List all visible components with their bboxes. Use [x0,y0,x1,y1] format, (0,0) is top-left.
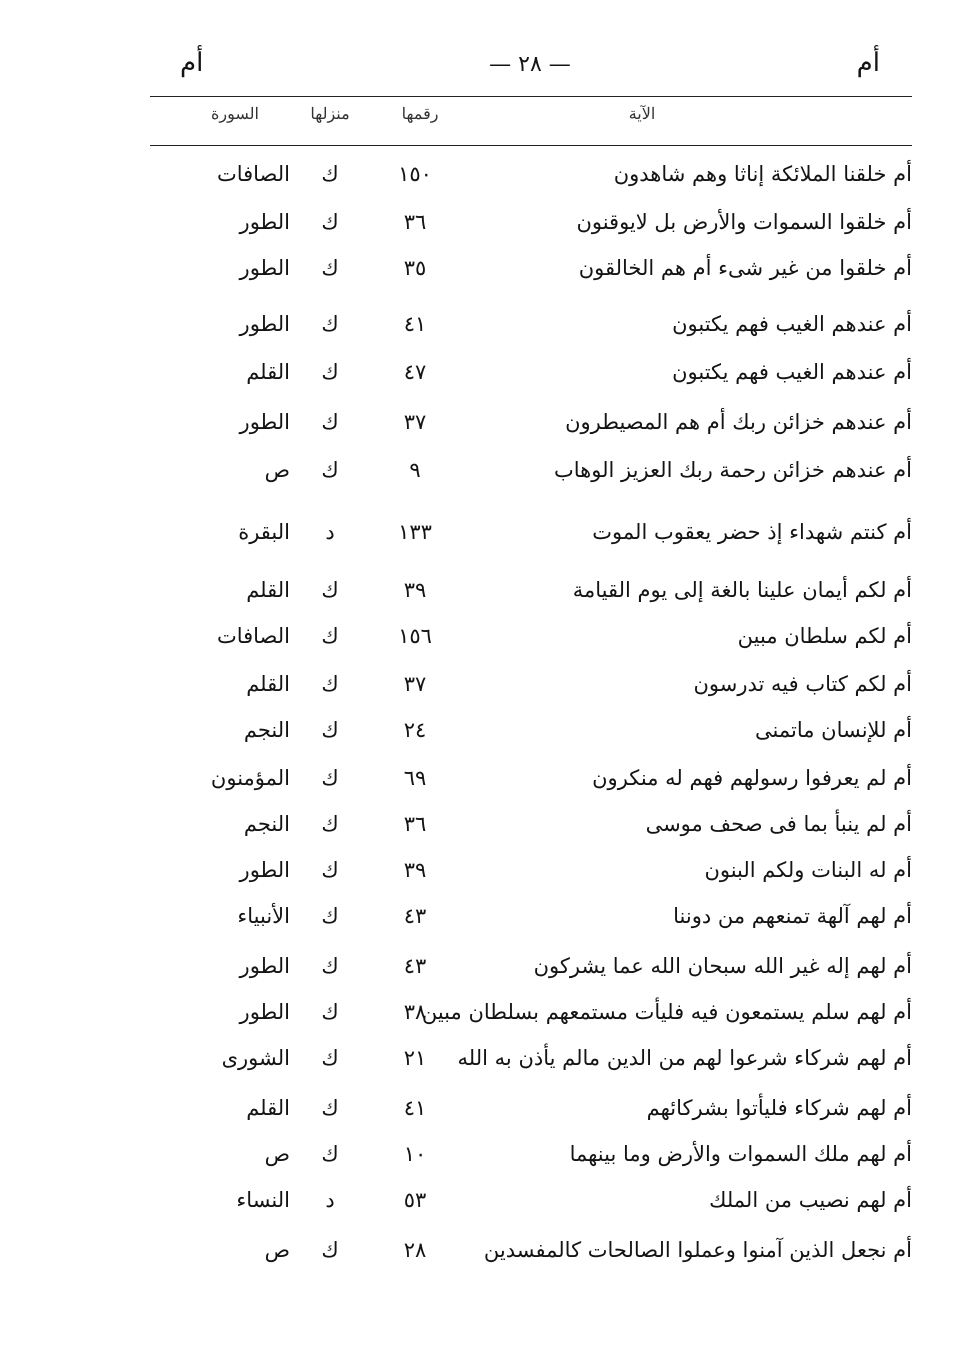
verse-number: ٤١ [403,1096,427,1120]
verse-text: أم لهم ملك السموات والأرض وما بينهما [569,1142,912,1166]
table-row [150,858,912,898]
sura-name: النجم [243,718,290,742]
revelation-place: ك [321,1000,339,1024]
sura-name: الطور [239,256,290,280]
sura-name: الطور [239,858,290,882]
revelation-place: ك [321,954,339,978]
verse-text: أم عندهم خزائن رحمة ربك العزيز الوهاب [554,458,912,482]
verse-number: ١٣٣ [398,520,432,544]
table-row [150,766,912,806]
verse-number: ٢١ [403,1046,427,1070]
verse-number: ٤٣ [403,904,427,928]
verse-number: ٤٣ [403,954,427,978]
sura-name: الشورى [221,1046,290,1070]
revelation-place: ك [321,672,339,696]
table-row [150,1142,912,1182]
table-row [150,1000,912,1040]
verse-number: ٣٧ [403,410,427,434]
sura-name: النساء [236,1188,290,1212]
verse-number: ١٥٦ [398,624,432,648]
verse-text: أم لكم سلطان مبين [737,624,912,648]
table-row [150,162,912,202]
verse-text: أم كنتم شهداء إذ حضر يعقوب الموت [592,520,912,544]
verse-number: ٣٨ [403,1000,427,1024]
revelation-place: ك [321,812,339,836]
verse-number: ٦٩ [403,766,427,790]
table-row [150,1238,912,1278]
verse-number: ٣٦ [403,812,427,836]
table-row [150,312,912,352]
revelation-place: ك [321,210,339,234]
verse-text: أم لهم آلهة تمنعهم من دوننا [673,904,912,928]
verse-number: ٣٧ [403,672,427,696]
table-row [150,718,912,758]
sura-name: الصافات [216,624,290,648]
sura-name: الطور [239,410,290,434]
revelation-place: ك [321,312,339,336]
table-row [150,904,912,944]
sura-name: القلم [246,672,290,696]
table-row [150,954,912,994]
verse-text: أم لهم سلم يستمعون فيه فليأت مستمعهم بسلطان مبين [421,1000,912,1024]
sura-name: ص [264,1238,290,1262]
verse-text: أم عندهم خزائن ربك أم هم المصيطرون [565,410,912,434]
table-row [150,624,912,664]
revelation-place: ك [321,578,339,602]
verse-number: ١٥٠ [398,162,432,186]
revelation-place: ك [321,360,339,384]
column-header-sura: السورة [211,104,259,123]
revelation-place: ك [321,1238,339,1262]
table-row [150,812,912,852]
sura-name: الطور [239,210,290,234]
verse-number: ٩ [409,458,421,482]
verse-number: ٢٤ [403,718,427,742]
verse-text: أم لم ينبأ بما فى صحف موسى [645,812,912,836]
table-row [150,256,912,296]
sura-name: البقرة [238,520,290,544]
table-row [150,410,912,450]
verse-number: ١٠ [403,1142,427,1166]
table-row [150,520,912,560]
table-row [150,1096,912,1136]
revelation-place: ك [321,458,339,482]
revelation-place: ك [321,904,339,928]
verse-text: أم خلقوا من غير شىء أم هم الخالقون [578,256,912,280]
verse-text: أم لهم نصيب من الملك [709,1188,912,1212]
verse-text: أم للإنسان ماتمنى [755,718,912,742]
sura-name: الطور [239,1000,290,1024]
verse-text: أم لكم أيمان علينا بالغة إلى يوم القيامة [572,578,912,602]
verse-text: أم له البنات ولكم البنون [704,858,912,882]
table-row [150,1188,912,1228]
running-head-right-word: أم [856,48,880,78]
sura-name: النجم [243,812,290,836]
verse-text: أم لهم إله غير الله سبحان الله عما يشركون [533,954,912,978]
verse-text: أم عندهم الغيب فهم يكتبون [672,312,912,336]
verse-text: أم خلقنا الملائكة إناثا وهم شاهدون [613,162,912,186]
verse-number: ٢٨ [403,1238,427,1262]
sura-name: الصافات [216,162,290,186]
verse-number: ٤١ [403,312,427,336]
table-row [150,672,912,712]
sura-name: الأنبياء [237,904,290,928]
verse-number: ٣٥ [403,256,427,280]
page-number: — ٢٨ — [489,52,571,77]
revelation-place: ك [321,624,339,648]
column-header-aya: الآية [628,104,656,123]
verse-text: أم لكم كتاب فيه تدرسون [693,672,912,696]
revelation-place: ك [321,1142,339,1166]
revelation-place: د [325,520,335,544]
revelation-place: ك [321,766,339,790]
revelation-place: ك [321,718,339,742]
verse-number: ٥٣ [403,1188,427,1212]
sura-name: المؤمنون [210,766,290,790]
revelation-place: د [325,1188,335,1212]
revelation-place: ك [321,256,339,280]
running-head-left-word: أم [180,48,204,78]
verse-text: أم لهم شركاء شرعوا لهم من الدين مالم يأذن به الله [457,1046,912,1070]
verse-number: ٣٦ [403,210,427,234]
table-row [150,578,912,618]
revelation-place: ك [321,410,339,434]
revelation-place: ك [321,162,339,186]
verse-text: أم خلقوا السموات والأرض بل لايوقنون [576,210,912,234]
sura-name: القلم [246,578,290,602]
revelation-place: ك [321,1046,339,1070]
column-header-place: منزلها [310,104,350,123]
column-header-number: رقمها [401,104,439,123]
sura-name: القلم [246,1096,290,1120]
table-row [150,458,912,498]
sura-name: ص [264,1142,290,1166]
verse-number: ٣٩ [403,578,427,602]
verse-text: أم نجعل الذين آمنوا وعملوا الصالحات كالمفسدين [483,1238,912,1262]
table-row [150,360,912,400]
table-row [150,210,912,250]
sura-name: الطور [239,312,290,336]
sura-name: القلم [246,360,290,384]
verse-number: ٣٩ [403,858,427,882]
sura-name: الطور [239,954,290,978]
verse-number: ٤٧ [403,360,427,384]
revelation-place: ك [321,1096,339,1120]
table-row [150,1046,912,1086]
verse-text: أم لهم شركاء فليأتوا بشركائهم [646,1096,912,1120]
sura-name: ص [264,458,290,482]
verse-text: أم عندهم الغيب فهم يكتبون [672,360,912,384]
verse-text: أم لم يعرفوا رسولهم فهم له منكرون [592,766,912,790]
revelation-place: ك [321,858,339,882]
